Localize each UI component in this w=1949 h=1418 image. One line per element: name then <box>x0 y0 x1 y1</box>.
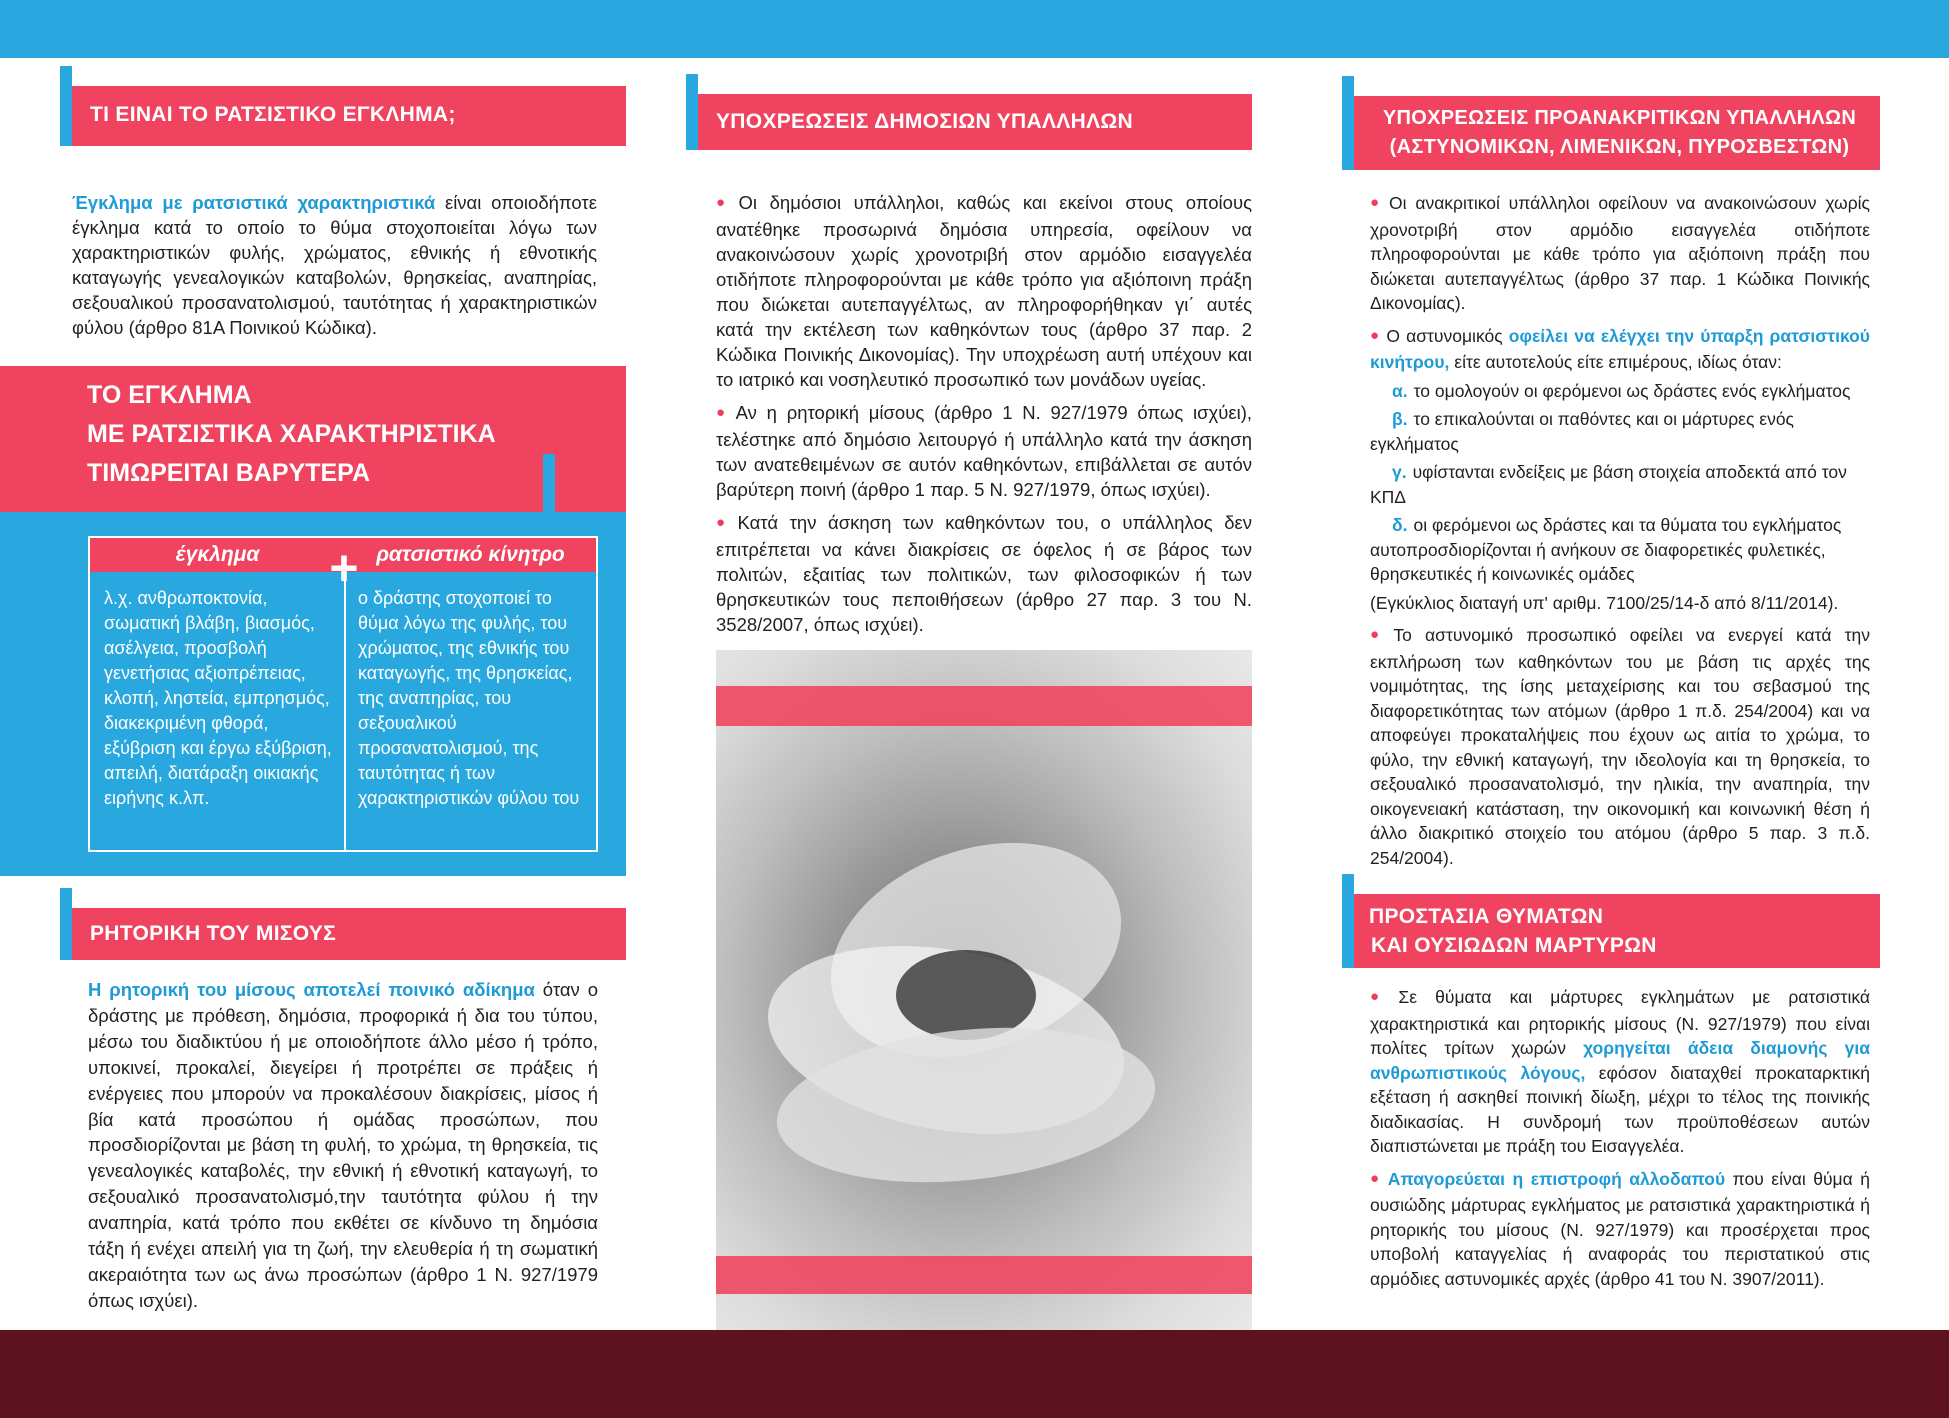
intro-text: είναι οποιοδήποτε έγκλημα κατά το οποίο το θύμα στοχοποιείται λόγω των χαρακτηριστικών φυλής, χρώματος, εθνικής ή εθνοτικής καταγωγής γενεαλογικών καταβολών, θρησκείας, αναπηρίας, σεξουαλικού προσανατολισμού, ταυτότητας ή χαρακτηριστικών φύλου (άρθρο 81Α Ποινικού Κώδικα). <box>72 192 597 338</box>
header-text: ΥΠΟΧΡΕΩΣΕΙΣ ΔΗΜΟΣΙΩΝ ΥΠΑΛΛΗΛΩΝ <box>716 110 1133 133</box>
banner-notch <box>543 454 555 512</box>
bullet-icon: ● <box>716 194 733 211</box>
bottom-color-band <box>0 1330 1949 1418</box>
bullet-icon: ● <box>1370 626 1388 643</box>
header-investigating-officers <box>1354 96 1880 170</box>
bullet-icon: ● <box>716 514 732 531</box>
header-public-servants <box>698 94 1252 150</box>
list-item-b: β. το επικαλούνται οι παθόντες και οι μάρτυρες ενός εγκλήματος <box>1370 409 1794 454</box>
list-item-d: δ. οι φερόμενοι ως δράστες και τα θύματα του εγκλήματος αυτοπροσδιορίζονται ή ανήκουν σε διαφορετικές φυλετικές, θρησκευτικές ή κοινωνικές ομάδες <box>1370 515 1842 584</box>
hands-holding-bird-photo <box>716 650 1252 1330</box>
header-line-2: (ΑΣΤΥΝΟΜΙΚΩΝ, ΛΙΜΕΝΙΚΩΝ, ΠΥΡΟΣΒΕΣΤΩΝ) <box>1389 136 1850 158</box>
public-servants-text <box>716 190 1252 645</box>
crime-motive-table <box>88 536 598 852</box>
intro-paragraph <box>72 190 597 340</box>
paragraph-4: ● Σε θύματα και μάρτυρες εγκλημάτων με ρατσιστικά χαρακτηριστικά και ρητορικής μίσους (Ν. 927/1979) που είναι πολίτες τρίτων χωρών χορηγείται άδεια διαμονής για ανθρωπιστικούς λόγους, εφόσον διαταχθεί προκαταρκτική εξέταση ή ασκηθεί ποινική δίωξη, μέχρι το τέλος της ποινικής διαδικασίας. Η συνδρομή των προϋποθέσεων αυτών διαπιστώνεται με πράξη του Εισαγγελέα. <box>1370 987 1871 1156</box>
photo-stripe-bottom <box>716 1256 1252 1294</box>
hate-speech-paragraph <box>88 977 598 1314</box>
list-item-a: α. το ομολογούν οι φερόμενοι ως δράστες ενός εγκλήματος <box>1392 380 1851 401</box>
hate-speech-text: όταν ο δράστης με πρόθεση, δημόσια, προφορικά ή δια του τύπου, μέσω του διαδικτύου ή με οποιοδήποτε άλλο μέσο ή τρόπο, υποκινεί, προκαλεί, διεγείρει ή προτρέπει σε πράξεις ή ενέργειες που μπορούν να προκαλέσουν διακρίσεις, μίσος ή βία κατά προσώπου ή ομάδας προσώπων, που προσδιορίζονται με βάση τη φυλή, το χρώμα, τη θρησκεία, τις γενεαλογικές καταβολές, την εθνική ή εθνοτική καταγωγή, το σεξουαλικό προσανατολισμό,την ταυτότητα φύλου ή την αναπηρία, κατά τρόπο που εκθέτει σε κίνδυνο τη δημόσια τάξη ή ενέχει απειλή για τη ζωή, την ελευθερία ή τη σωματική ακεραιότητα των ως άνω προσώπων (άρθρο 1 Ν. 927/1979 όπως ισχύει). <box>88 979 598 1311</box>
table-cell-motives: ο δράστης στοχοποιεί το θύμα λόγω της φυλής, του χρώματος, της εθνικής του καταγωγής, της θρησκείας, της αναπηρίας, του σεξουαλικού προσανατολισμού, της ταυτότητας ή των χαρακτηριστικών φύλου του <box>358 588 580 808</box>
bullet-icon: ● <box>1370 1169 1382 1187</box>
paragraph-1: ● Οι δημόσιοι υπάλληλοι, καθώς και εκείνοι στους οποίους ανατέθηκε προσωρινά δημόσια υπηρεσία, οφείλουν να ανακοινώσουν χωρίς χρονοτριβή στον αρμόδιο εισαγγελέα οτιδήποτε πληροφορούνται με κάθε τρόπο για αξιόποινη πράξη που διώκεται αυτεπαγγέλτως, αν πληροφορήθηκαν γι΄ αυτές κατά την εκτέλεση των καθηκόντων τους (άρθρο 37 παρ. 2 Κώδικα Ποινικής Δικονομίας). Την υποχρέωση αυτή υπέχουν και το ιατρικό και νοσηλευτικό προσωπικό των μονάδων υγείας. <box>716 192 1252 390</box>
table-cell-crimes: λ.χ. ανθρωποκτονία, σωματική βλάβη, βιασμός, ασέλγεια, προσβολή γενετήσιας αξιοπρέπειας, κλοπή, ληστεία, εμπρησμός, διακεκριμένη φθορά, εξύβριση και έργω εξύβριση, απειλή, διατάραξη οικιακής ειρήνης κ.λπ. <box>104 588 332 808</box>
header-line-1: ΥΠΟΧΡΕΩΣΕΙΣ ΠΡΟΑΝΑΚΡΙΤΙΚΩΝ ΥΠΑΛΛΗΛΩΝ <box>1382 107 1857 129</box>
table-header-motive: ρατσιστικό κίνητρο <box>345 538 596 572</box>
paragraph-3: ● Το αστυνομικό προσωπικό οφείλει να ενεργεί κατά την εκπλήρωση των καθηκόντων του με βάση τις αρχές της νομιμότητας, της ίσης μεταχείρισης και του σεβασμού της διαφορετικότητας των ατόμων (άρθρο 1 π.δ. 254/2004) και να αποφεύγει προκαταλήψεις που έχουν ως αιτία το χρώμα, το φύλο, την εθνική καταγωγή, την ιδεολογία και τη θρησκεία, το σεξουαλικό προσανατολισμό, την ηλικία, την αναπηρία, την οικογενειακή κατάσταση, την οικονομική και κοινωνική θέση ή άλλο διακριτικό στοιχείο του ατόμου (άρθρο 5 παρ. 3 π.δ. 254/2004). <box>1370 625 1871 868</box>
banner-line-2: ΜΕ ΡΑΤΣΙΣΤΙΚΑ ΧΑΡΑΚΤΗΡΙΣΤΙΚΑ <box>87 420 496 448</box>
header-hate-speech <box>72 908 626 960</box>
harsher-penalty-banner <box>0 366 626 512</box>
header-victim-protection <box>1354 894 1880 968</box>
header-line-1: ΠΡΟΣΤΑΣΙΑ ΘΥΜΑΤΩΝ <box>1369 905 1604 928</box>
top-color-band <box>0 0 1949 58</box>
banner-line-1: ΤΟ ΕΓΚΛΗΜΑ <box>87 381 252 409</box>
header-line-2: ΚΑΙ ΟΥΣΙΩΔΩΝ ΜΑΡΤΥΡΩΝ <box>1371 934 1657 957</box>
list-item-c: γ. υφίστανται ενδείξεις με βάση στοιχεία αποδεκτά από τον ΚΠΔ <box>1370 462 1847 507</box>
victim-protection-text <box>1370 985 1870 1299</box>
bullet-icon: ● <box>1370 988 1393 1005</box>
header-text: ΡΗΤΟΡΙΚΗ ΤΟΥ ΜΙΣΟΥΣ <box>90 922 336 945</box>
photo-shape <box>896 950 1036 1040</box>
bullet-icon: ● <box>1370 194 1384 211</box>
bullet-icon: ● <box>716 404 730 421</box>
paragraph-3: ● Κατά την άσκηση των καθηκόντων του, ο υπάλληλος δεν επιτρέπεται να κάνει διακρίσεις σε όφελος ή σε βάρος των πολιτών, εξαιτίας των πολιτικών, των φιλοσοφικών ή των θρησκευτικών τους πεποιθήσεων (άρθρο 27 παρ. 3 του Ν. 3528/2007, όπως ισχύει). <box>716 512 1253 635</box>
hate-speech-highlight: Η ρητορική του μίσους αποτελεί ποινικό αδίκημα <box>88 979 535 1000</box>
bullet-icon: ● <box>1370 326 1381 344</box>
banner-line-3: ΤΙΜΩΡΕΙΤΑΙ ΒΑΡΥΤΕΡΑ <box>87 459 371 487</box>
plus-icon: + <box>329 540 359 596</box>
circular-reference: (Εγκύκλιος διαταγή υπ' αριθμ. 7100/25/14-δ από 8/11/2014). <box>1370 592 1839 613</box>
officers-text <box>1370 191 1870 878</box>
intro-highlight: Έγκλημα με ρατσιστικά χαρακτηριστικά <box>72 192 436 213</box>
paragraph-1: ● Οι ανακριτικοί υπάλληλοι οφείλουν να ανακοινώσουν χωρίς χρονοτριβή στον αρμόδιο εισαγγελέα οτιδήποτε πληροφορούνται με κάθε τρόπο για αξιόποινη πράξη που διώκεται αυτεπαγγέλτως (άρθρο 37 παρ. 1 Κώδικα Ποινικής Δικονομίας). <box>1370 193 1870 313</box>
header-text: ΤΙ ΕΙΝΑΙ ΤΟ ΡΑΤΣΙΣΤΙΚΟ ΕΓΚΛΗΜΑ; <box>90 103 456 126</box>
paragraph-2: ● Ο αστυνομικός οφείλει να ελέγχει την ύπαρξη ρατσιστικού κινήτρου, είτε αυτοτελούς είτε επιμέρους, ιδίως όταν: <box>1370 325 1870 372</box>
table-divider <box>344 572 346 850</box>
paragraph-2: ● Αν η ρητορική μίσους (άρθρο 1 Ν. 927/1979 όπως ισχύει), τελέστηκε από δημόσιο λειτουργό ή υπάλληλο κατά την άσκηση των ανατεθειμένων σε αυτόν καθηκόντων, επιβάλλεται σε αυτόν βαρύτερη ποινή (άρθρο 1 παρ. 5 Ν. 927/1979, όπως ισχύει). <box>716 402 1253 500</box>
table-header-crime: έγκλημα <box>90 538 345 572</box>
paragraph-5: ● Απαγορεύεται η επιστροφή αλλοδαπού που είναι θύμα ή ουσιώδης μάρτυρας εγκλήματος με ρατσιστικά χαρακτηριστικά ή ρητορικής του μίσους (Ν. 927/1979) και προσέρχεται προς υποβολή καταγγελίας ή αναφοράς του περιστατικού στις αρμόδιες αστυνομικές αρχές (άρθρο 41 του Ν. 3907/2011). <box>1370 1168 1870 1289</box>
photo-stripe-top <box>716 686 1252 726</box>
header-what-is-racist-crime <box>72 86 626 146</box>
